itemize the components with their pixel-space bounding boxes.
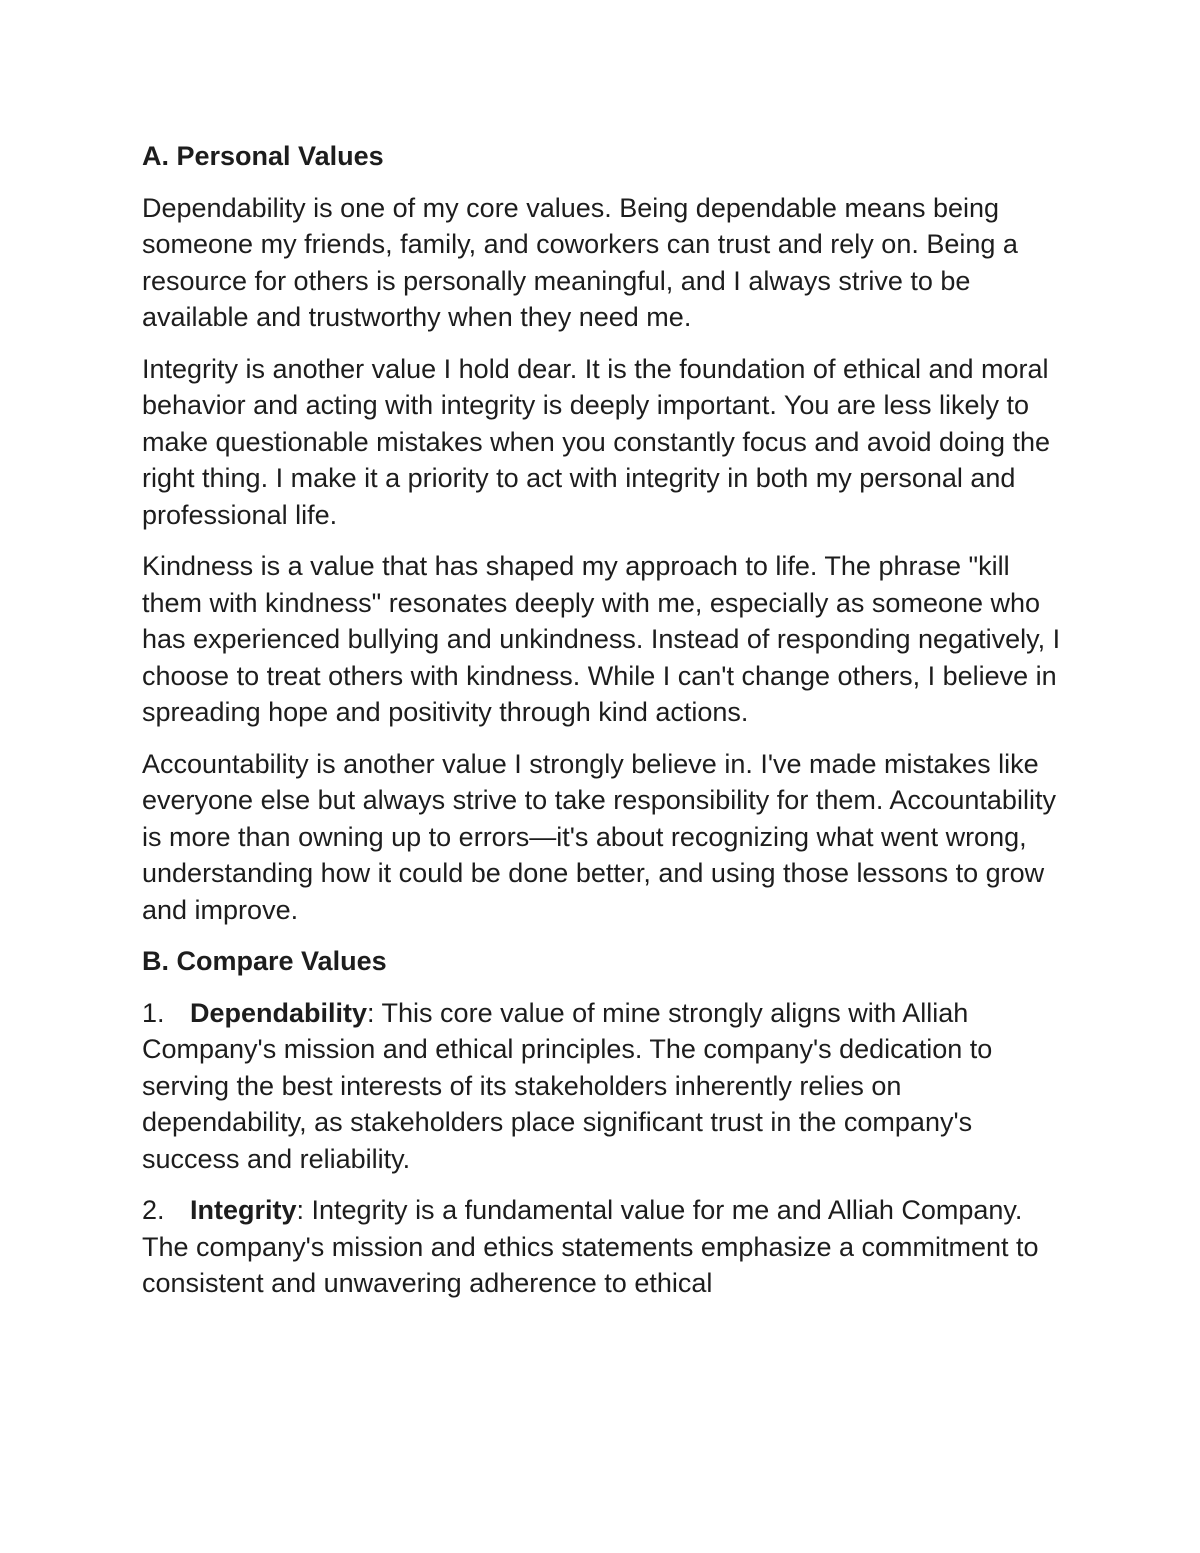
list-item-dependability bbox=[142, 995, 1062, 1178]
list-item-number: 2. bbox=[142, 1195, 165, 1225]
list-item-term: Integrity bbox=[190, 1195, 297, 1225]
paragraph-accountability: Accountability is another value I strongly believe in. I've made mistakes like everyone else but always strive to take responsibility for them. Accountability is more than owning up to errors—it's about recognizing what went wrong, understanding how it could be done better, and using those lessons to grow and improve. bbox=[142, 748, 1056, 925]
paragraph-kindness: Kindness is a value that has shaped my approach to life. The phrase "kill them with kindness" resonates deeply with me, especially as someone who has experienced bullying and unkindness. Instead of responding negatively, I choose to treat others with kindness. While I can't change others, I believe in spreading hope and positivity through kind actions. bbox=[142, 551, 1061, 727]
list-item-integrity bbox=[142, 1192, 1062, 1302]
document-body bbox=[142, 138, 1062, 1317]
list-item-number: 1. bbox=[142, 997, 165, 1028]
list-item-text: : This core value of mine strongly aligns with Alliah Company's mission and ethical principles. The company's dedication to serving the best interests of its stakeholders inherently relies on dependability, as stakeholders place significant trust in the company's success and reliability. bbox=[142, 997, 993, 1174]
list-item-term: Dependability bbox=[190, 997, 368, 1028]
paragraph-integrity: Integrity is another value I hold dear. It is the foundation of ethical and moral behavior and acting with integrity is deeply important. You are less likely to make questionable mistakes when you constantly focus and avoid doing the right thing. I make it a priority to act with integrity in both my personal and professional life. bbox=[142, 353, 1051, 530]
paragraph-dependability: Dependability is one of my core values. Being dependable means being someone my friends, family, and coworkers can trust and rely on. Being a resource for others is personally meaningful, and I always strive to be available and trustworthy when they need me. bbox=[142, 192, 1018, 332]
section-a-heading: A. Personal Values bbox=[142, 141, 384, 171]
list-item-text: : Integrity is a fundamental value for me and Alliah Company. The company's mission and ethics statements emphasize a commitment to consistent and unwavering adherence to ethical bbox=[142, 1195, 1039, 1298]
section-b-heading: B. Compare Values bbox=[142, 946, 387, 976]
